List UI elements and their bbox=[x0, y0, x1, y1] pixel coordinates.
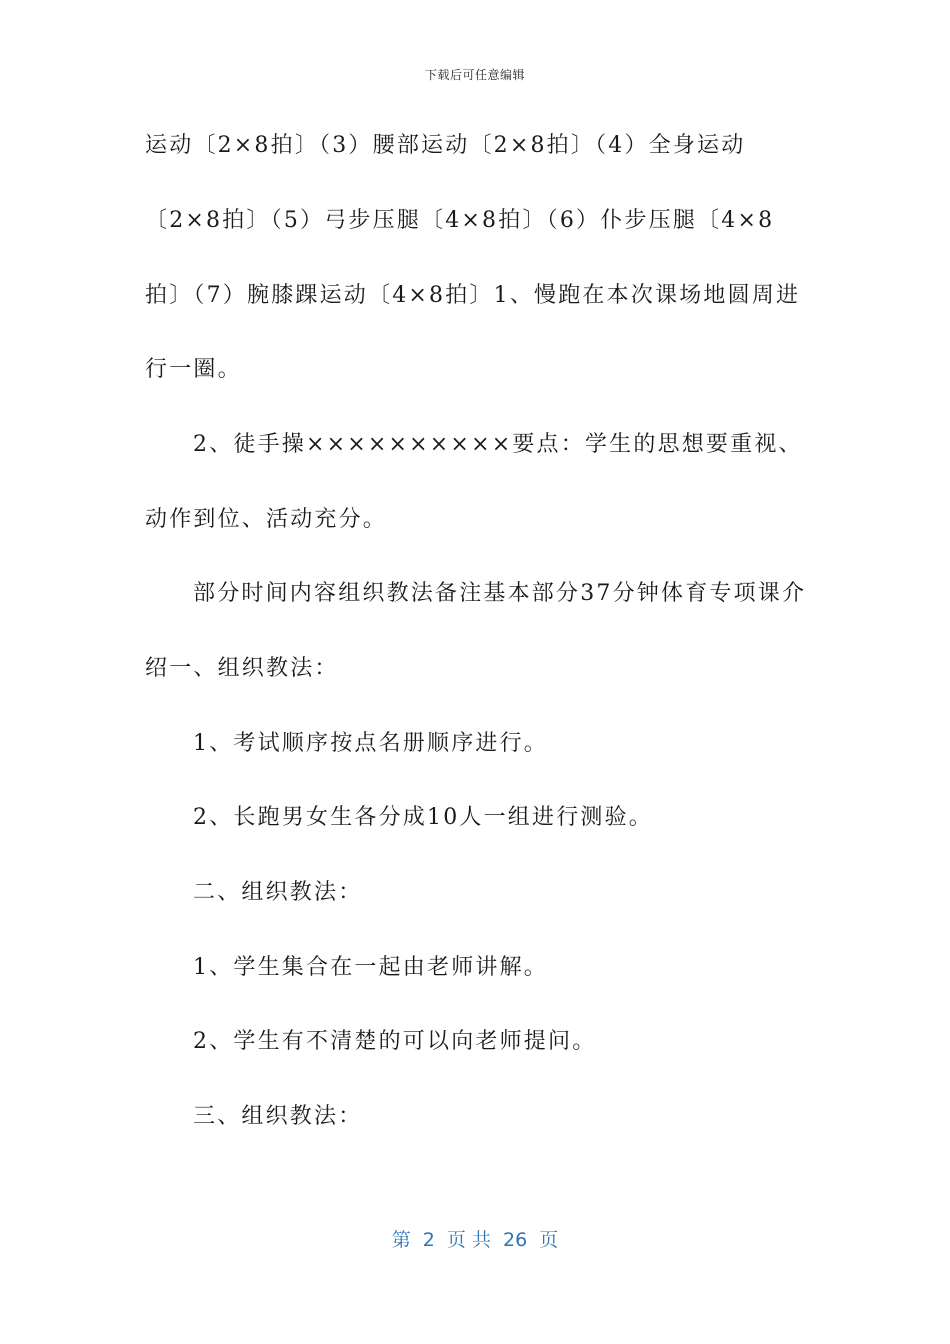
header-note: 下载后可任意编辑 bbox=[424, 68, 525, 82]
paragraph-line: 2、长跑男女生各分成10人一组进行测验。 bbox=[193, 805, 653, 830]
page-number-footer: 第 2 页 共 26 页 bbox=[391, 1229, 559, 1251]
paragraph-line: 三、组织教法： bbox=[193, 1104, 363, 1129]
paragraph-line: 绍一、组织教法： bbox=[145, 656, 339, 681]
paragraph-line: 拍〕（7）腕膝踝运动〔4×8拍〕1、慢跑在本次课场地圆周进 bbox=[145, 283, 801, 308]
paragraph-line: 运动〔2×8拍〕（3）腰部运动〔2×8拍〕（4）全身运动 bbox=[145, 133, 746, 158]
paragraph-line: 动作到位、活动充分。 bbox=[145, 507, 388, 532]
paragraph-line: 2、徒手操××××××××××要点：学生的思想要重视、 bbox=[193, 432, 803, 457]
paragraph-line: 1、学生集合在一起由老师讲解。 bbox=[193, 955, 548, 980]
paragraph-line: 行一圈。 bbox=[145, 357, 242, 382]
paragraph-line: 〔2×8拍〕（5）弓步压腿〔4×8拍〕（6）仆步压腿〔4×8 bbox=[145, 208, 775, 233]
paragraph-line: 部分时间内容组织教法备注基本部分37分钟体育专项课介 bbox=[193, 581, 807, 606]
paragraph-line: 2、学生有不清楚的可以向老师提问。 bbox=[193, 1029, 597, 1054]
paragraph-line: 二、组织教法： bbox=[193, 880, 363, 905]
paragraph-line: 1、考试顺序按点名册顺序进行。 bbox=[193, 731, 548, 756]
